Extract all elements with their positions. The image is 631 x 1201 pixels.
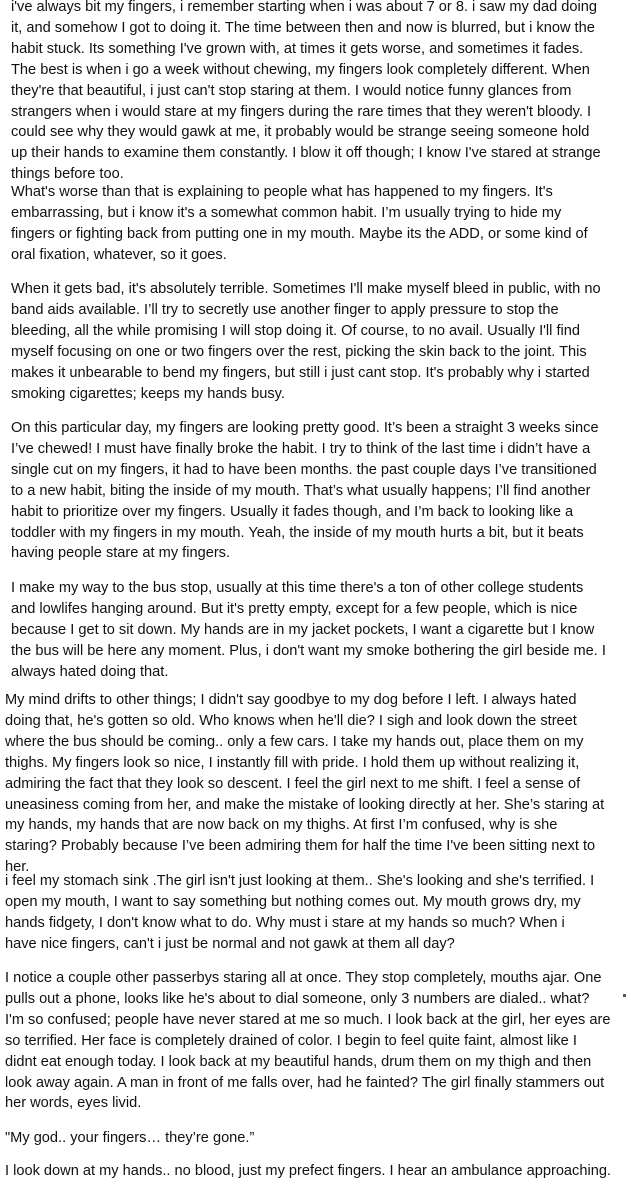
paragraph-8: I notice a couple other passerbys staring all at once. They stop completely, mouths ajar. One pulls out a phone, looks like he's about to dial someone, only 3 numbers are dialed.. what? I'm so confused; people have never stared at me so much. I look back at the girl, her eyes are so terrified. Her face is completely drained of color. I begin to feel quite faint, almost like I didnt eat enough today. I look back at my beautiful hands, drum them on my thigh and then look away again. A man in front of me falls over, had he fainted? The girl finally stammers out her words, eyes livid. <box>5 970 611 1112</box>
paragraph-2: What's worse than that is explaining to people what has happened to my fingers. It's embarrassing, but i know it's a somewhat common habit. I’m usually trying to hide my fingers or fighting back from putting one in my mouth. Maybe its the ADD, or some kind of oral fixation, whatever, so it goes. <box>11 184 588 263</box>
paragraph-4: On this particular day, my fingers are looking pretty good. It’s been a straight 3 weeks since I’ve chewed! I must have finally broke the habit. I try to think of the last time i didn’t have a single cut on my fingers, it had to have been months. the past couple days I’ve transitioned to a new habit, biting the inside of my mouth. That’s what usually happens; I’ll find another habit to prioritize over my fingers. Usually it fades though, and I’m back to looking like a toddler with my fingers in my mouth. Yeah, the inside of my mouth hurts a bit, but it beats having people stare at my fingers. <box>11 420 599 562</box>
paragraph-6: My mind drifts to other things; I didn't say goodbye to my dog before I left. I always hated doing that, he's gotten so old. Who knows when he'll die? I sigh and look down the street where the bus should be coming.. only a few cars. I take my hands out, place them on my thighs. My fingers look so nice, I instantly fill with pride. I hold them up without realizing it, admiring the fact that they look so descent. I feel the girl next to me shift. I feel a sense of uneasiness coming from her, and make the mistake of looking directly at her. She’s staring at my hands, my hands that are now back on my thighs. At first I’m confused, why is she staring? Probably because I’ve been admiring them for half the time I've been sitting next to her. <box>5 692 605 876</box>
stray-mark <box>623 994 626 997</box>
paragraph-9: "My god.. your fingers… they’re gone.” <box>5 1130 255 1146</box>
paragraph-3: When it gets bad, it's absolutely terrible. Sometimes I'll make myself bleed in public, with no band aids available. I’ll try to secretly use another finger to apply pressure to stop the bleeding, all the while promising I will stop doing it. Of course, to no avail. Usually I'll find myself focusing on one or two fingers over the rest, picking the skin back to the joint. This makes it unbearable to bend my fingers, but still i just cant stop. It's probably why i started smoking cigarettes; keeps my hands busy. <box>11 281 601 402</box>
paragraph-7: i feel my stomach sink .The girl isn't just looking at them.. She's looking and she's terrified. I open my mouth, I want to say something but nothing comes out. My mouth grows dry, my hands fidgety, I don't know what to do. Why must i stare at my hands so much? When i have nice fingers, can't i just be normal and not gawk at them all day? <box>5 873 595 952</box>
paragraph-10: I look down at my hands.. no blood, just my prefect fingers. I hear an ambulance approaching. <box>5 1163 611 1179</box>
paragraph-5: I make my way to the bus stop, usually at this time there's a ton of other college students and lowlifes hanging around. But it's pretty empty, except for a few people, which is nice because I get to sit down. My hands are in my jacket pockets, I want a cigarette but I know the bus will be here any moment. Plus, i don't want my smoke bothering the girl beside me. I always hated doing that. <box>11 580 606 680</box>
paragraph-1: i've always bit my fingers, i remember starting when i was about 7 or 8. i saw my dad doing it, and somehow I got to doing it. The time between then and now is blurred, but i know the habit stuck. Its something I've grown with, at times it gets worse, and sometimes it fades. The best is when i go a week without chewing, my fingers look completely different. When they're that beautiful, i just can't stop staring at them. I would notice funny glances from strangers when i would stare at my fingers during the rare times that they weren't bloody. I could see why they would gawk at me, it probably would be strange seeing someone hold up their hands to examine them constantly. I blow it off though; I know I've stared at strange things before too. <box>11 0 601 183</box>
